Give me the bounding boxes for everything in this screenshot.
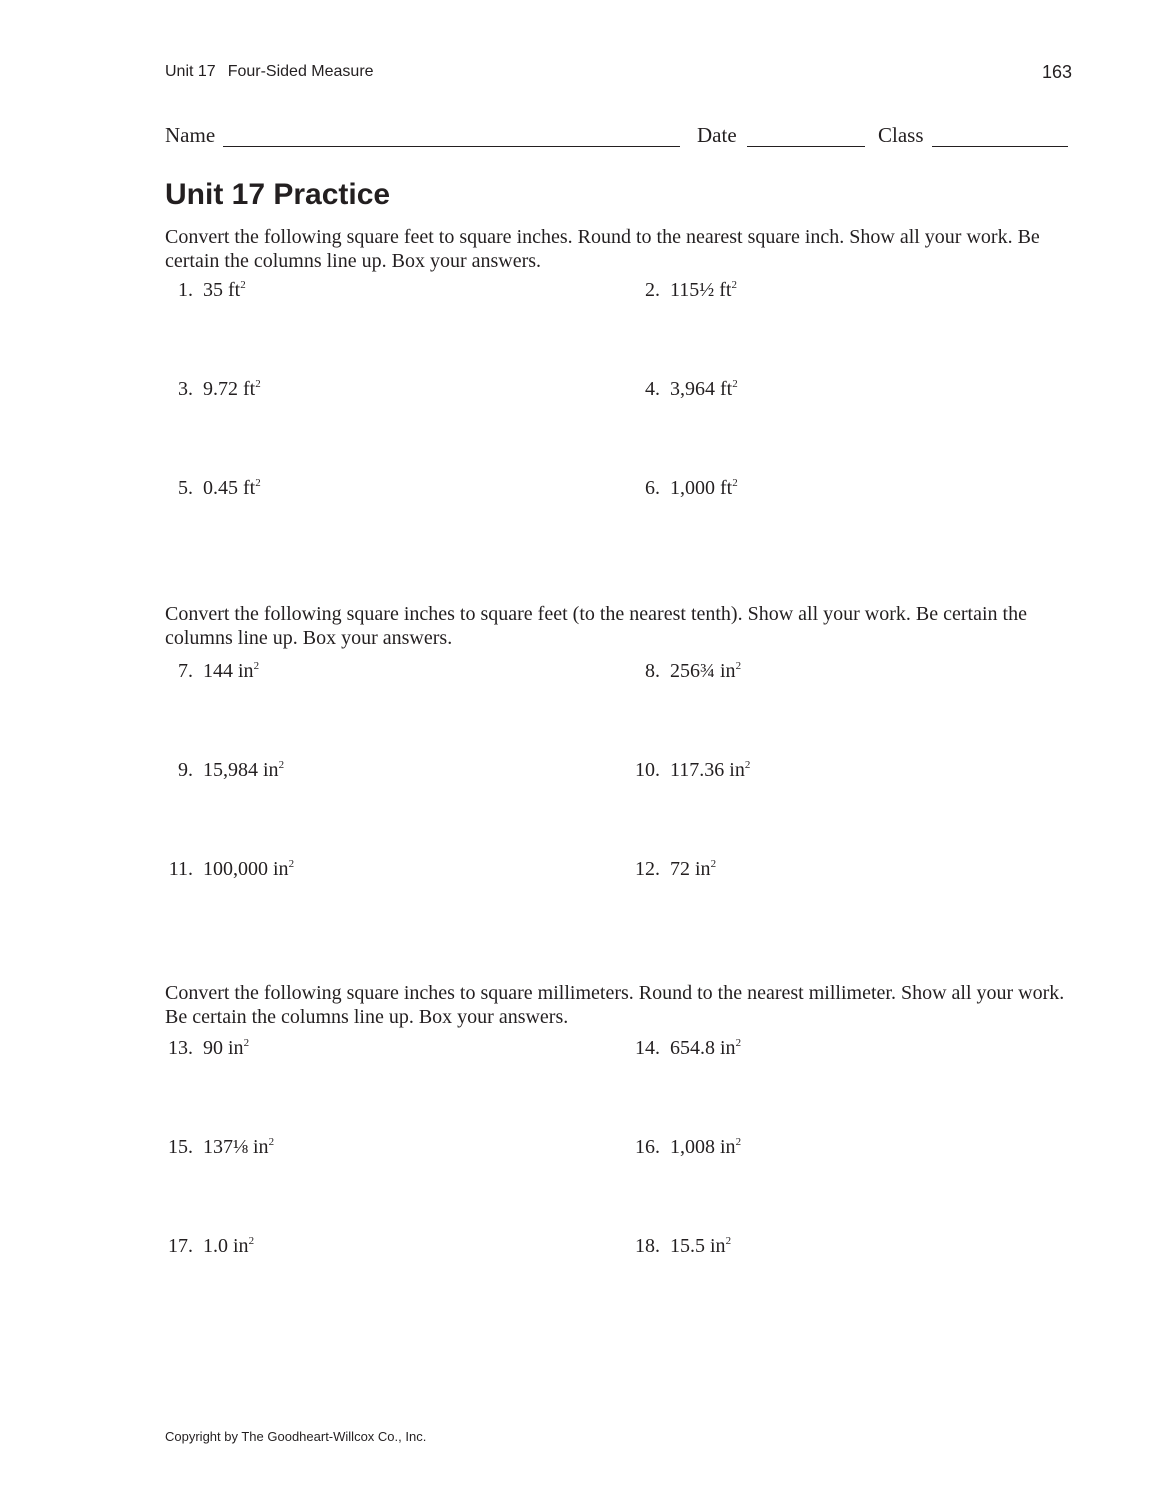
problem-number: 4. [645,378,660,400]
problem-number: 1. [178,279,193,301]
exponent: 2 [725,1235,732,1247]
problem-value: 72 in [670,858,711,880]
problem-value: 117.36 in [670,759,745,781]
problem-value: 35 ft [203,279,241,301]
unit-title: Four-Sided Measure [227,63,374,80]
exponent: 2 [732,378,738,390]
problem-value: 9.72 ft [203,378,256,400]
problem-6 [622,477,738,500]
running-head [165,63,374,81]
class-field[interactable] [932,146,1068,147]
problem-value: 1,008 in [670,1136,736,1158]
problem-value: 115½ ft [670,279,732,301]
problem-number: 2. [645,279,660,301]
problem-value: 15,984 in [203,759,279,781]
problem-number: 15. [168,1136,193,1158]
exponent: 2 [248,1235,255,1247]
problem-value: 3,964 ft [670,378,733,400]
exponent: 2 [255,378,261,390]
problem-number: 17. [168,1235,193,1257]
problem-1 [155,279,246,302]
problem-number: 5. [178,477,193,499]
problem-value: 256¾ in [670,660,736,682]
date-label: Date [697,123,737,147]
problem-value: 654.8 in [670,1037,736,1059]
section-3-instructions: Convert the following square inches to square millimeters. Round to the nearest millimeter. Show all your work. Be certain the columns line up. Box your answers. [165,982,1065,1028]
problem-value: 137⅛ in [203,1136,269,1158]
problem-number: 9. [178,759,193,781]
problem-17 [155,1235,254,1258]
problem-number: 3. [178,378,193,400]
problem-number: 7. [178,660,193,682]
problem-7 [155,660,259,683]
exponent: 2 [735,1136,742,1148]
exponent: 2 [732,477,738,489]
exponent: 2 [744,759,751,771]
student-info-row [165,123,1070,151]
problem-11 [155,858,294,881]
problem-number: 18. [635,1235,660,1257]
problem-4 [622,378,738,401]
exponent: 2 [735,1037,742,1049]
exponent: 2 [243,1037,250,1049]
exponent: 2 [278,759,285,771]
section-1-instructions: Convert the following square feet to square inches. Round to the nearest square inch. Show all your work. Be certain the columns line up. Box your answers. [165,226,1040,272]
name-label: Name [165,123,216,147]
problem-3 [155,378,261,401]
problem-value: 15.5 in [670,1235,726,1257]
problem-5 [155,477,261,500]
exponent: 2 [731,279,737,291]
unit-label: Unit 17 [165,63,216,80]
problem-8 [622,660,741,683]
page-number: 163 [1041,62,1072,82]
problem-value: 1.0 in [203,1235,249,1257]
problem-18 [622,1235,731,1258]
exponent: 2 [253,660,260,672]
problem-number: 6. [645,477,660,499]
copyright-footer: Copyright by The Goodheart-Willcox Co., Inc. [165,1429,427,1444]
problem-number: 10. [635,759,660,781]
exponent: 2 [710,858,717,870]
problem-value: 1,000 ft [670,477,733,499]
exponent: 2 [255,477,261,489]
problem-number: 8. [645,660,660,682]
problem-9 [155,759,284,782]
class-label: Class [878,123,924,147]
exponent: 2 [240,279,246,291]
problem-15 [155,1136,274,1159]
problem-value: 0.45 ft [203,477,256,499]
problem-number: 13. [168,1037,193,1059]
exponent: 2 [288,858,295,870]
name-field[interactable] [223,146,680,147]
problem-13 [155,1037,249,1060]
exponent: 2 [268,1136,275,1148]
date-field[interactable] [747,146,865,147]
problem-2 [622,279,737,302]
problem-value: 144 in [203,660,254,682]
problem-10 [622,759,750,782]
problem-number: 14. [635,1037,660,1059]
problem-number: 11. [168,858,193,880]
problem-14 [622,1037,741,1060]
problem-value: 90 in [203,1037,244,1059]
page-title: Unit 17 Practice [165,178,391,211]
section-2-instructions: Convert the following square inches to square feet (to the nearest tenth). Show all your work. Be certain the columns line up. Box your answers. [165,603,1027,649]
exponent: 2 [735,660,742,672]
problem-number: 16. [635,1136,660,1158]
problem-16 [622,1136,741,1159]
problem-number: 12. [635,858,660,880]
problem-12 [622,858,716,881]
problem-value: 100,000 in [203,858,289,880]
